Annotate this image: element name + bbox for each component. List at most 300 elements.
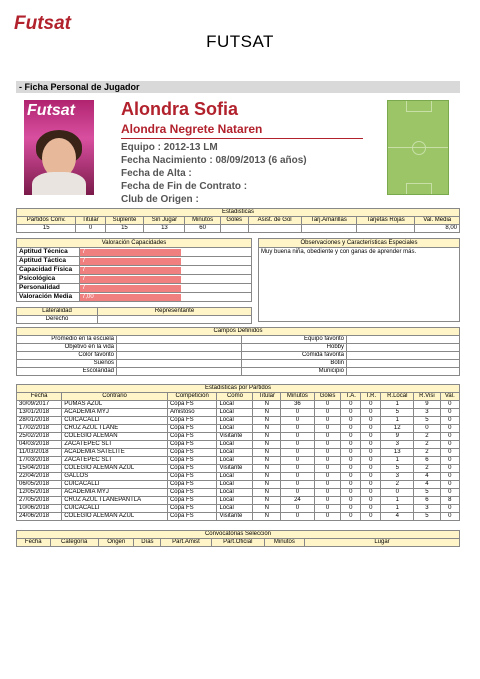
partidos-row bbox=[17, 417, 460, 425]
partidos-cell: 3 bbox=[414, 505, 441, 513]
partidos-cell: N bbox=[253, 433, 281, 441]
partidos-cell: N bbox=[253, 481, 281, 489]
partidos-row bbox=[17, 433, 460, 441]
photo-logo-text: Futsat bbox=[27, 102, 75, 119]
estadisticas-header: Minutos bbox=[185, 217, 220, 225]
partidos-cell: 0 bbox=[281, 513, 315, 521]
partidos-cell: 22/04/2018 bbox=[17, 473, 62, 481]
partidos-cell: 25/02/2018 bbox=[17, 433, 62, 441]
partidos-cell: 0 bbox=[341, 409, 361, 417]
partidos-cell: 0 bbox=[361, 481, 381, 489]
partidos-cell: 0 bbox=[381, 489, 414, 497]
partidos-header: Fecha bbox=[17, 393, 62, 401]
campos-left-value bbox=[117, 344, 242, 352]
partidos-cell: 0 bbox=[281, 433, 315, 441]
partidos-cell: 0 bbox=[314, 441, 341, 449]
partidos-header: Val. bbox=[440, 393, 459, 401]
campos-row bbox=[17, 368, 460, 376]
partidos-cell: 2 bbox=[414, 465, 441, 473]
valoracion-row bbox=[17, 275, 252, 284]
partidos-cell: 0 bbox=[440, 449, 459, 457]
partidos-cell: 0 bbox=[281, 465, 315, 473]
partidos-cell: 2 bbox=[414, 433, 441, 441]
partidos-cell: 0 bbox=[440, 513, 459, 521]
partidos-cell: 0 bbox=[281, 457, 315, 465]
partidos-cell: 0 bbox=[440, 481, 459, 489]
campos-left-value bbox=[117, 368, 242, 376]
valoracion-bar: 7 bbox=[80, 276, 181, 283]
partidos-cell: ZACATEPEC SLT bbox=[62, 441, 168, 449]
partidos-cell: 24/06/2018 bbox=[17, 513, 62, 521]
estadisticas-header: Tarj.Amarillas bbox=[301, 217, 357, 225]
partidos-row bbox=[17, 473, 460, 481]
valoracion-label: Personalidad bbox=[17, 284, 80, 293]
partidos-row bbox=[17, 409, 460, 417]
partidos-cell: COLEGIO ALEMAN AZUL bbox=[62, 465, 168, 473]
estadisticas-value: 13 bbox=[144, 225, 185, 233]
convocatorias-header: Minutos bbox=[264, 539, 304, 547]
partidos-cell: Visitante bbox=[217, 513, 253, 521]
estadisticas-table bbox=[16, 208, 460, 233]
partidos-cell: 0 bbox=[314, 497, 341, 505]
valoracion-row bbox=[17, 293, 252, 302]
partidos-cell: ACADEMIA SATELITE bbox=[62, 449, 168, 457]
partidos-cell: 12 bbox=[381, 425, 414, 433]
partidos-cell: GALLOS bbox=[62, 473, 168, 481]
partidos-cell: 0 bbox=[341, 489, 361, 497]
partidos-row bbox=[17, 457, 460, 465]
partidos-row bbox=[17, 505, 460, 513]
partidos-header: R.Visi bbox=[414, 393, 441, 401]
valoracion-label: Aptitud Técnica bbox=[17, 248, 80, 257]
partidos-cell: Copa FS bbox=[167, 465, 217, 473]
partidos-row bbox=[17, 425, 460, 433]
lateralidad-title: Lateralidad bbox=[17, 308, 98, 316]
photo-shirt bbox=[32, 172, 86, 195]
valoracion-bar-cell bbox=[80, 257, 252, 266]
partidos-cell: 36 bbox=[281, 401, 315, 409]
partidos-cell: 0 bbox=[281, 441, 315, 449]
partidos-header: Goles bbox=[314, 393, 341, 401]
partidos-cell: 0 bbox=[314, 425, 341, 433]
partidos-cell: 0 bbox=[440, 433, 459, 441]
partidos-cell: 0 bbox=[361, 401, 381, 409]
partidos-cell: Copa FS bbox=[167, 449, 217, 457]
campos-left-value bbox=[117, 360, 242, 368]
partidos-cell: 5 bbox=[381, 465, 414, 473]
valoracion-label: Aptitud Táctica bbox=[17, 257, 80, 266]
partidos-cell: 0 bbox=[281, 473, 315, 481]
observaciones-text: Muy buena niña, obediente y con ganas de aprender más. bbox=[261, 249, 417, 255]
partidos-cell: 0 bbox=[341, 465, 361, 473]
partidos-cell: 0 bbox=[361, 465, 381, 473]
partidos-cell: 0 bbox=[341, 481, 361, 489]
partidos-cell: 11/03/2018 bbox=[17, 449, 62, 457]
partidos-cell: Copa FS bbox=[167, 497, 217, 505]
partidos-cell: PUMAS AZUL bbox=[62, 401, 168, 409]
valoracion-bar: 7 bbox=[80, 285, 181, 292]
estadisticas-value: 15 bbox=[17, 225, 76, 233]
partidos-cell: CUICACALLI bbox=[62, 505, 168, 513]
partidos-cell: 10/06/2018 bbox=[17, 505, 62, 513]
partidos-cell: N bbox=[253, 465, 281, 473]
campos-right-label: Comida favorita bbox=[242, 352, 347, 360]
partidos-cell: 17/02/2018 bbox=[17, 425, 62, 433]
partidos-cell: 0 bbox=[314, 465, 341, 473]
representante-title: Representante bbox=[98, 308, 252, 316]
valoracion-bar: 7 bbox=[80, 267, 181, 274]
partidos-cell: Local bbox=[217, 457, 253, 465]
partidos-cell: 0 bbox=[341, 513, 361, 521]
valoracion-bar-cell bbox=[80, 293, 252, 302]
partidos-cell: 0 bbox=[281, 505, 315, 513]
partidos-cell: 2 bbox=[414, 441, 441, 449]
partidos-cell: Local bbox=[217, 505, 253, 513]
estadisticas-header: Tarjetas Rojas bbox=[357, 217, 415, 225]
field-top-area bbox=[406, 101, 432, 112]
partidos-cell: 0 bbox=[440, 417, 459, 425]
campos-right-value bbox=[347, 360, 460, 368]
partidos-cell: Local bbox=[217, 417, 253, 425]
partidos-cell: 0 bbox=[281, 417, 315, 425]
convocatorias-header-row bbox=[17, 539, 460, 547]
partidos-cell: 04/03/2018 bbox=[17, 441, 62, 449]
estadisticas-header-row bbox=[17, 217, 460, 225]
partidos-row bbox=[17, 465, 460, 473]
partidos-cell: 12/05/2018 bbox=[17, 489, 62, 497]
partidos-cell: 0 bbox=[361, 433, 381, 441]
partidos-table bbox=[16, 384, 460, 521]
partidos-cell: 1 bbox=[381, 417, 414, 425]
partidos-cell: CUICACALLI bbox=[62, 417, 168, 425]
player-photo bbox=[24, 100, 94, 195]
valoracion-row bbox=[17, 257, 252, 266]
partidos-cell: 2 bbox=[414, 449, 441, 457]
partidos-cell: 4 bbox=[381, 513, 414, 521]
campos-left-label: Escolaridad bbox=[17, 368, 117, 376]
valoracion-label: Valoración Media bbox=[17, 293, 80, 302]
lateralidad-value: Derecho bbox=[17, 316, 98, 324]
partidos-cell: COLEGIO ALEMAN AZUL bbox=[62, 513, 168, 521]
partidos-cell: 5 bbox=[381, 409, 414, 417]
partidos-cell: 4 bbox=[414, 473, 441, 481]
player-nacimiento: Fecha Nacimiento : 08/09/2013 (6 años) bbox=[121, 155, 307, 166]
representante-value bbox=[98, 316, 252, 324]
estadisticas-header: Partidos Conv. bbox=[17, 217, 76, 225]
campos-right-value bbox=[347, 336, 460, 344]
estadisticas-value bbox=[248, 225, 301, 233]
partidos-cell: Copa FS bbox=[167, 457, 217, 465]
partidos-cell: COLEGIO ALEMAN bbox=[62, 433, 168, 441]
convocatorias-table bbox=[16, 530, 460, 547]
partidos-header-row bbox=[17, 393, 460, 401]
partidos-header: Minutos bbox=[281, 393, 315, 401]
estadisticas-value bbox=[357, 225, 415, 233]
valoracion-bar: 7 bbox=[80, 249, 181, 256]
campos-right-label: Botin bbox=[242, 360, 347, 368]
partidos-cell: 3 bbox=[381, 441, 414, 449]
partidos-cell: Visitante bbox=[217, 465, 253, 473]
logo-text: Futsat bbox=[14, 13, 71, 34]
partidos-cell: 0 bbox=[361, 505, 381, 513]
partidos-cell: N bbox=[253, 409, 281, 417]
partidos-cell: 0 bbox=[341, 441, 361, 449]
partidos-cell: 3 bbox=[414, 409, 441, 417]
campos-left-value bbox=[117, 336, 242, 344]
partidos-cell: N bbox=[253, 497, 281, 505]
partidos-cell: 0 bbox=[314, 457, 341, 465]
partidos-cell: 0 bbox=[361, 489, 381, 497]
partidos-cell: 0 bbox=[341, 433, 361, 441]
valoracion-bar-cell bbox=[80, 284, 252, 293]
campos-right-label: Equipo favorito bbox=[242, 336, 347, 344]
partidos-cell: 0 bbox=[341, 449, 361, 457]
partidos-cell: 0 bbox=[440, 473, 459, 481]
partidos-cell: 0 bbox=[361, 409, 381, 417]
partidos-cell: Local bbox=[217, 425, 253, 433]
player-first-name: Alondra Sofia bbox=[121, 99, 239, 119]
valoracion-label: Capacidad Física bbox=[17, 266, 80, 275]
partidos-cell: 0 bbox=[361, 513, 381, 521]
partidos-cell: Local bbox=[217, 449, 253, 457]
name-divider bbox=[121, 138, 363, 139]
partidos-cell: N bbox=[253, 473, 281, 481]
partidos-cell: 0 bbox=[281, 425, 315, 433]
partidos-cell: 9 bbox=[381, 433, 414, 441]
partidos-cell: Local bbox=[217, 497, 253, 505]
partidos-header: Titular bbox=[253, 393, 281, 401]
partidos-cell: 0 bbox=[341, 505, 361, 513]
partidos-cell: 5 bbox=[414, 513, 441, 521]
partidos-row bbox=[17, 513, 460, 521]
partidos-cell: N bbox=[253, 513, 281, 521]
partidos-cell: CUICACALLI bbox=[62, 481, 168, 489]
convocatorias-header: Origen bbox=[98, 539, 134, 547]
campos-left-label: Sueños bbox=[17, 360, 117, 368]
partidos-cell: 0 bbox=[361, 473, 381, 481]
partidos-cell: 0 bbox=[440, 505, 459, 513]
campos-row bbox=[17, 336, 460, 344]
partidos-row bbox=[17, 481, 460, 489]
lateralidad-table bbox=[16, 307, 252, 324]
partidos-cell: 0 bbox=[440, 465, 459, 473]
partidos-cell: N bbox=[253, 425, 281, 433]
convocatorias-header: Fecha bbox=[17, 539, 51, 547]
estadisticas-value-row bbox=[17, 225, 460, 233]
partidos-cell: 1 bbox=[381, 401, 414, 409]
campos-right-label: Municipio bbox=[242, 368, 347, 376]
partidos-cell: 0 bbox=[281, 489, 315, 497]
section-title: - Ficha Personal de Jugador bbox=[16, 81, 460, 93]
partidos-cell: 0 bbox=[440, 409, 459, 417]
partidos-cell: Local bbox=[217, 489, 253, 497]
player-alta: Fecha de Alta : bbox=[121, 168, 192, 179]
partidos-cell: CRUZ AZUL TLANE bbox=[62, 425, 168, 433]
campos-row bbox=[17, 344, 460, 352]
partidos-header: R.Local bbox=[381, 393, 414, 401]
valoracion-bar: 7,00 bbox=[80, 294, 181, 301]
convocatorias-header: Lugar bbox=[305, 539, 460, 547]
partidos-header: T.R. bbox=[361, 393, 381, 401]
partidos-cell: CRUZ AZUL TLANEPANTLA bbox=[62, 497, 168, 505]
partidos-cell: 0 bbox=[314, 489, 341, 497]
partidos-header: T.A. bbox=[341, 393, 361, 401]
partidos-cell: Local bbox=[217, 473, 253, 481]
partidos-cell: 13/01/2018 bbox=[17, 409, 62, 417]
partidos-cell: 6 bbox=[414, 497, 441, 505]
partidos-cell: 1 bbox=[381, 497, 414, 505]
estadisticas-header: Goles bbox=[220, 217, 248, 225]
partidos-cell: 13 bbox=[381, 449, 414, 457]
app-title: FUTSAT bbox=[206, 32, 274, 51]
partidos-cell: 0 bbox=[314, 433, 341, 441]
partidos-cell: Copa FS bbox=[167, 489, 217, 497]
estadisticas-header: Sin Jugar bbox=[144, 217, 185, 225]
partidos-cell: 0 bbox=[281, 449, 315, 457]
campos-row bbox=[17, 352, 460, 360]
partidos-cell: 0 bbox=[281, 409, 315, 417]
partidos-cell: Copa FS bbox=[167, 417, 217, 425]
estadisticas-value: 60 bbox=[185, 225, 220, 233]
partidos-cell: 0 bbox=[341, 401, 361, 409]
partidos-cell: 0 bbox=[361, 449, 381, 457]
partidos-cell: 4 bbox=[414, 481, 441, 489]
partidos-cell: 0 bbox=[440, 425, 459, 433]
partidos-cell: N bbox=[253, 441, 281, 449]
valoracion-row bbox=[17, 284, 252, 293]
partidos-cell: 0 bbox=[314, 417, 341, 425]
valoracion-row bbox=[17, 266, 252, 275]
partidos-cell: 0 bbox=[361, 497, 381, 505]
estadisticas-value bbox=[301, 225, 357, 233]
estadisticas-value: 8,00 bbox=[415, 225, 460, 233]
estadisticas-value bbox=[220, 225, 248, 233]
partidos-cell: ACADEMIA MYJ bbox=[62, 489, 168, 497]
partidos-cell: 5 bbox=[414, 489, 441, 497]
partidos-row bbox=[17, 497, 460, 505]
player-club-origen: Club de Origen : bbox=[121, 194, 199, 205]
convocatorias-header: Días bbox=[134, 539, 161, 547]
partidos-cell: 0 bbox=[314, 401, 341, 409]
valoracion-bar: 7 bbox=[80, 258, 181, 265]
partidos-cell: 24 bbox=[281, 497, 315, 505]
partidos-row bbox=[17, 441, 460, 449]
partidos-cell: Copa FS bbox=[167, 401, 217, 409]
estadisticas-header: Suplente bbox=[105, 217, 144, 225]
partidos-row bbox=[17, 401, 460, 409]
partidos-cell: Copa FS bbox=[167, 425, 217, 433]
campos-row bbox=[17, 360, 460, 368]
futsat-logo bbox=[14, 10, 76, 34]
partidos-cell: N bbox=[253, 457, 281, 465]
partidos-cell: 0 bbox=[361, 425, 381, 433]
partidos-cell: 3 bbox=[381, 473, 414, 481]
partidos-cell: Copa FS bbox=[167, 513, 217, 521]
campos-right-value bbox=[347, 368, 460, 376]
partidos-cell: Amistoso bbox=[167, 409, 217, 417]
convocatorias-header: Part.Amist bbox=[161, 539, 211, 547]
player-equipo: Equipo : 2012-13 LM bbox=[121, 142, 218, 153]
partidos-cell: 8 bbox=[440, 497, 459, 505]
partidos-cell: 0 bbox=[440, 489, 459, 497]
player-full-name: Alondra Negrete Nataren bbox=[121, 122, 263, 136]
partidos-cell: 15/04/2018 bbox=[17, 465, 62, 473]
valoracion-bar-cell bbox=[80, 275, 252, 284]
partidos-cell: 0 bbox=[361, 441, 381, 449]
convocatorias-title: Convocatorias Selección bbox=[17, 531, 460, 539]
partidos-cell: 0 bbox=[314, 513, 341, 521]
partidos-cell: Copa FS bbox=[167, 441, 217, 449]
field-bottom-area bbox=[406, 183, 432, 194]
partidos-cell: 0 bbox=[314, 409, 341, 417]
partidos-header: Contrario bbox=[62, 393, 168, 401]
campos-right-value bbox=[347, 344, 460, 352]
partidos-cell: 28/01/2018 bbox=[17, 417, 62, 425]
field-position-diagram bbox=[387, 100, 449, 195]
estadisticas-header: Val. Media bbox=[415, 217, 460, 225]
partidos-cell: 0 bbox=[341, 457, 361, 465]
campos-left-label: Color favorito bbox=[17, 352, 117, 360]
partidos-cell: 27/05/2018 bbox=[17, 497, 62, 505]
partidos-cell: 0 bbox=[314, 505, 341, 513]
partidos-cell: Local bbox=[217, 401, 253, 409]
partidos-cell: N bbox=[253, 489, 281, 497]
partidos-cell: 0 bbox=[440, 441, 459, 449]
partidos-cell: 0 bbox=[414, 425, 441, 433]
partidos-cell: 1 bbox=[381, 505, 414, 513]
partidos-row bbox=[17, 489, 460, 497]
partidos-cell: N bbox=[253, 401, 281, 409]
estadisticas-value: 15 bbox=[105, 225, 144, 233]
campos-table bbox=[16, 327, 460, 376]
observaciones-title: Observaciones y Características Especiales bbox=[259, 239, 459, 248]
partidos-cell: N bbox=[253, 505, 281, 513]
observaciones-box bbox=[258, 238, 460, 322]
partidos-cell: 0 bbox=[361, 457, 381, 465]
partidos-cell: 0 bbox=[314, 449, 341, 457]
campos-left-value bbox=[117, 352, 242, 360]
partidos-cell: 0 bbox=[361, 417, 381, 425]
partidos-cell: 1 bbox=[381, 457, 414, 465]
partidos-cell: N bbox=[253, 417, 281, 425]
partidos-cell: 17/03/2018 bbox=[17, 457, 62, 465]
partidos-cell: Copa FS bbox=[167, 505, 217, 513]
estadisticas-value: 0 bbox=[76, 225, 105, 233]
partidos-cell: Local bbox=[217, 481, 253, 489]
partidos-cell: 9 bbox=[414, 401, 441, 409]
campos-right-value bbox=[347, 352, 460, 360]
partidos-cell: 0 bbox=[314, 481, 341, 489]
partidos-cell: 06/05/2018 bbox=[17, 481, 62, 489]
field-center-circle bbox=[412, 141, 426, 155]
partidos-cell: 0 bbox=[440, 401, 459, 409]
campos-left-label: Objetivo en la vida bbox=[17, 344, 117, 352]
partidos-row bbox=[17, 449, 460, 457]
partidos-cell: 0 bbox=[341, 473, 361, 481]
partidos-header: Como bbox=[217, 393, 253, 401]
valoracion-title: Valoración Capacidades bbox=[17, 239, 252, 248]
partidos-cell: 0 bbox=[440, 457, 459, 465]
partidos-cell: 2 bbox=[381, 481, 414, 489]
estadisticas-title: Estadisticas bbox=[17, 209, 460, 217]
partidos-cell: N bbox=[253, 449, 281, 457]
partidos-cell: 0 bbox=[281, 481, 315, 489]
campos-left-label: Promedio en la escuela bbox=[17, 336, 117, 344]
partidos-cell: ZACATEPEC SLT bbox=[62, 457, 168, 465]
estadisticas-header: Asist. de Gol bbox=[248, 217, 301, 225]
partidos-cell: Copa FS bbox=[167, 473, 217, 481]
convocatorias-header: Categoría bbox=[50, 539, 98, 547]
